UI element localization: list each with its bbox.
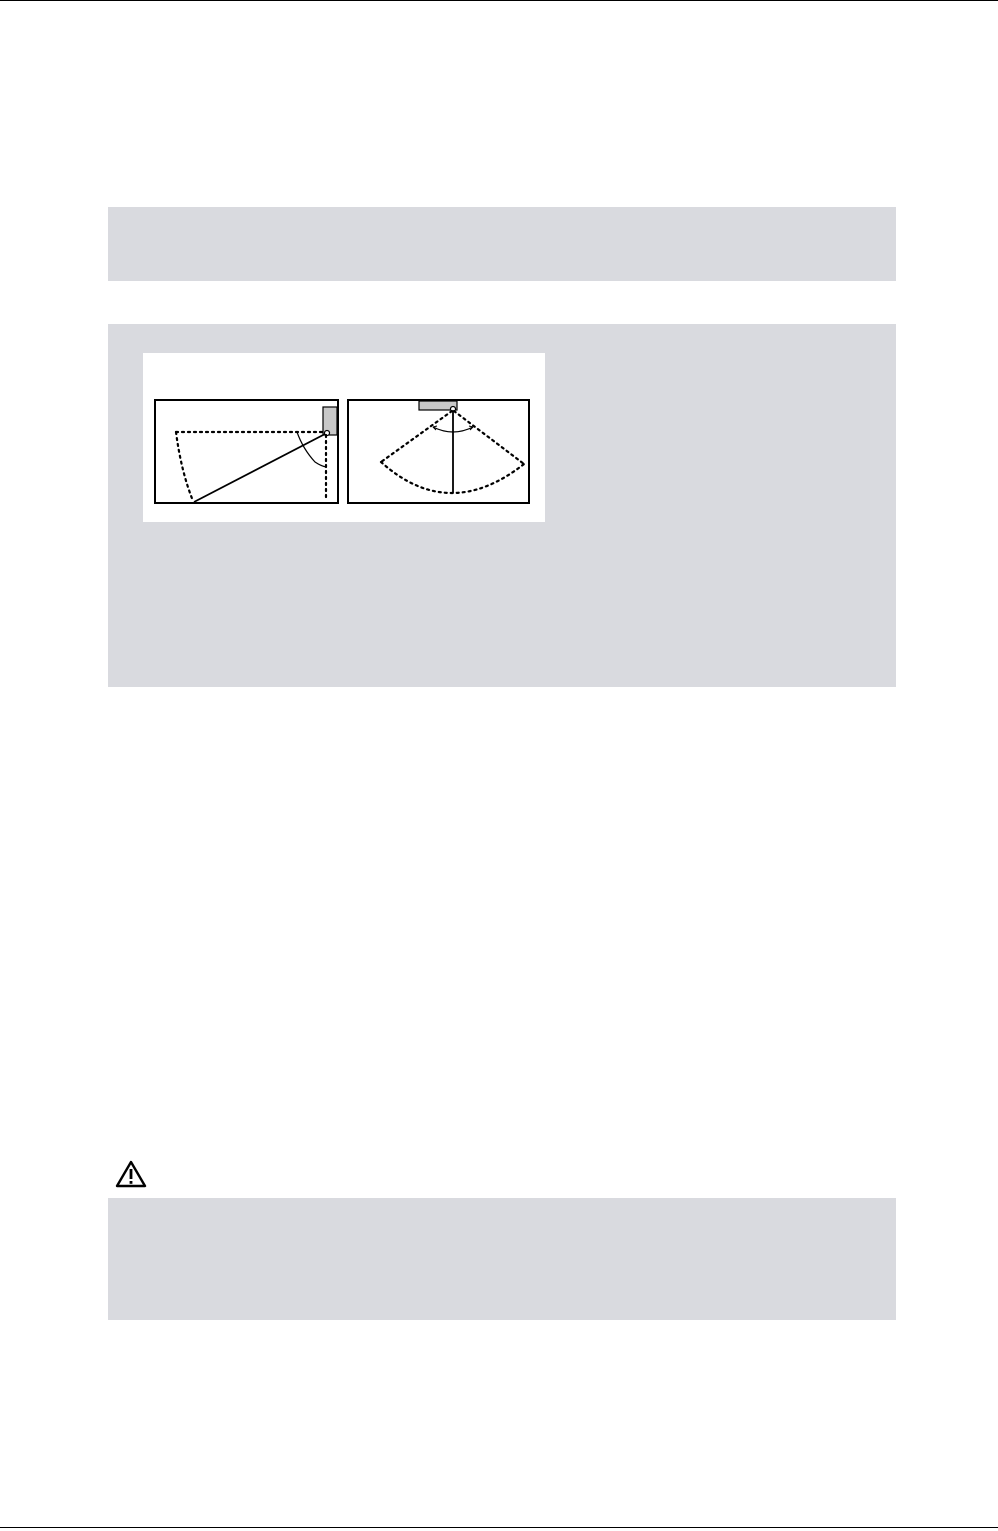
bottom-rule xyxy=(0,1527,998,1528)
detection-diagram xyxy=(143,353,545,522)
note-panel-top xyxy=(108,207,896,281)
caution-panel xyxy=(108,1198,896,1320)
warning-triangle-icon xyxy=(115,1159,147,1189)
top-view-frame xyxy=(348,400,529,503)
side-view-diagram xyxy=(155,400,338,503)
top-rule xyxy=(0,0,998,1)
top-view-diagram xyxy=(348,400,529,503)
figure-card xyxy=(143,353,545,522)
figure-panel xyxy=(108,324,896,687)
side-view-frame xyxy=(155,400,338,503)
